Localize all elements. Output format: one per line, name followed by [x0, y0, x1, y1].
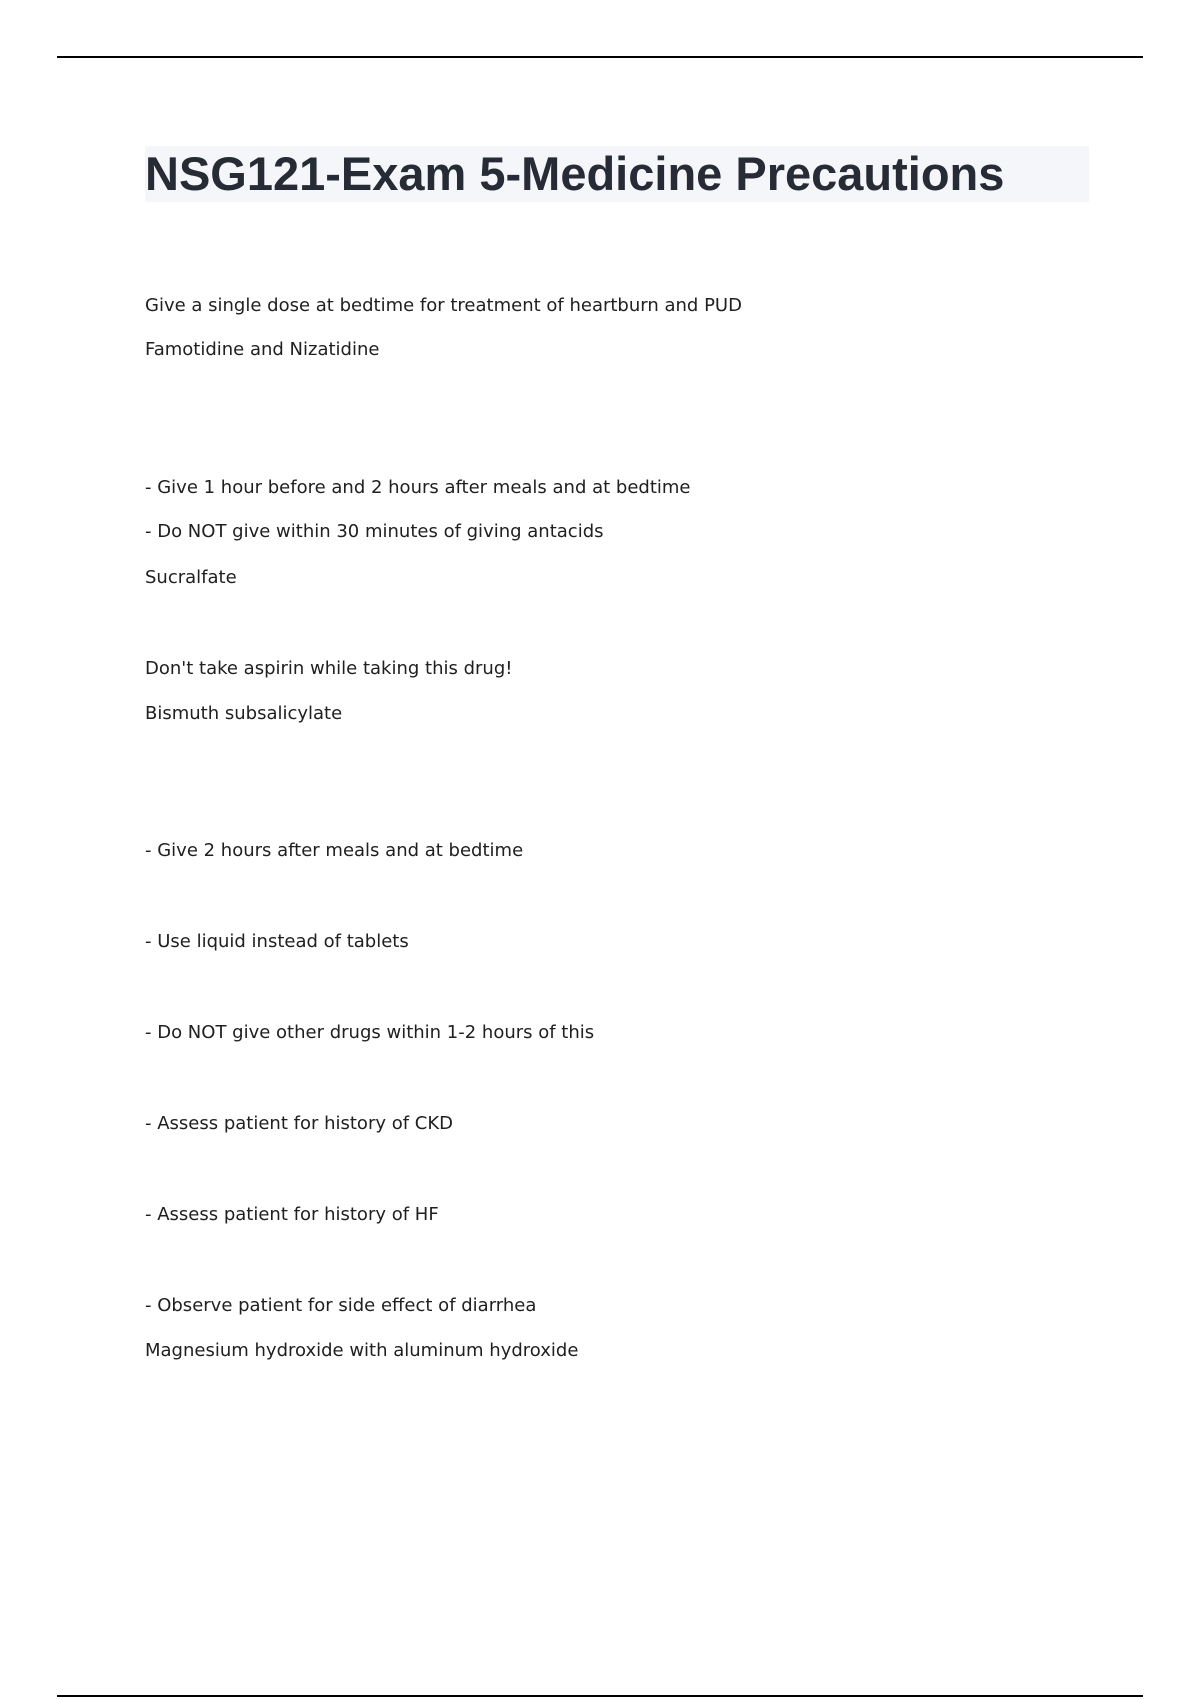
card-3-answer: Bismuth subsalicylate — [145, 703, 343, 724]
card-2-prompt-line-1: - Give 1 hour before and 2 hours after meals and at bedtime — [145, 477, 691, 498]
card-4-prompt-line-4: - Assess patient for history of CKD — [145, 1113, 454, 1134]
card-4-prompt-line-3: - Do NOT give other drugs within 1-2 hours of this — [145, 1022, 595, 1043]
bottom-rule — [57, 1695, 1143, 1697]
card-1-prompt-line-1: Give a single dose at bedtime for treatment of heartburn and PUD — [145, 295, 742, 316]
card-2-prompt-line-2: - Do NOT give within 30 minutes of giving antacids — [145, 521, 604, 542]
card-4-answer: Magnesium hydroxide with aluminum hydroxide — [145, 1340, 579, 1361]
top-rule — [57, 56, 1143, 58]
card-3-prompt-line-1: Don't take aspirin while taking this drug! — [145, 658, 513, 679]
card-4-prompt-line-2: - Use liquid instead of tablets — [145, 931, 409, 952]
document-title: NSG121-Exam 5-Medicine Precautions — [145, 147, 1005, 200]
card-4-prompt-line-1: - Give 2 hours after meals and at bedtime — [145, 840, 524, 861]
card-4-prompt-line-5: - Assess patient for history of HF — [145, 1204, 439, 1225]
card-2-answer: Sucralfate — [145, 567, 237, 588]
card-1-answer: Famotidine and Nizatidine — [145, 339, 380, 360]
card-4-prompt-line-6: - Observe patient for side effect of diarrhea — [145, 1295, 537, 1316]
